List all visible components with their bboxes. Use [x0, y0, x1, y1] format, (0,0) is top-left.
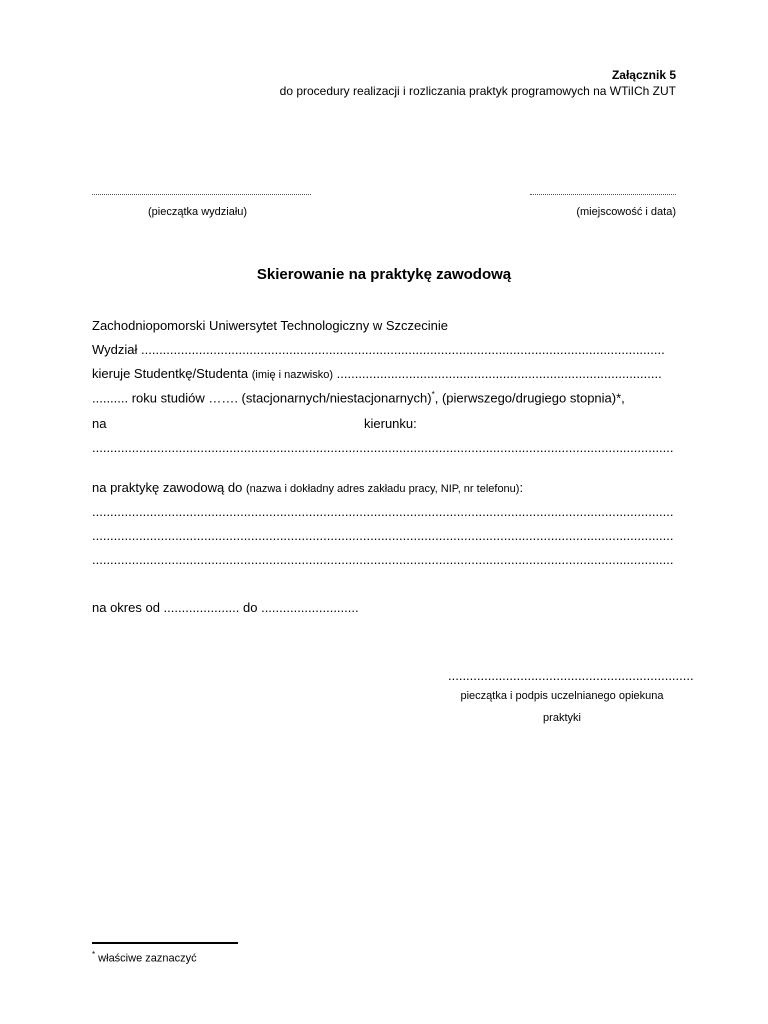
student-line	[92, 366, 676, 381]
student-line-hint: (imię i nazwisko)	[251, 369, 334, 381]
signature-label-2: praktyki	[543, 712, 581, 724]
footnote-separator	[92, 942, 238, 944]
study-year-text: .......... roku studiów ……. (stacjonarnych/niestacjonarnych)	[92, 390, 432, 406]
company-line-colon: :	[519, 480, 524, 495]
student-line-dots: ..........................................................................................	[333, 366, 662, 381]
study-level-text: , (pierwszego/drugiego stopnia)*,	[434, 390, 625, 406]
company-dots-line-3: .................................................................................................................................................................	[92, 552, 674, 567]
footnote-text: właściwe zaznaczyć	[95, 952, 197, 965]
company-line	[92, 480, 523, 495]
footnote-marker-bottom: *	[92, 950, 96, 959]
company-line-text: na praktykę zawodową do	[92, 480, 246, 495]
faculty-stamp-line	[92, 194, 311, 195]
company-dots-line-1: .................................................................................................................................................................	[92, 504, 674, 519]
signature-dots: ....................................................................	[448, 668, 694, 683]
attachment-label: Załącznik 5	[611, 68, 676, 82]
study-year-line	[92, 390, 625, 405]
student-line-text: kieruje Studentkę/Studenta	[92, 366, 252, 381]
procedure-subtitle: do procedury realizacji i rozliczania praktyk programowych na WTiICh ZUT	[279, 84, 676, 98]
place-date-label: (miejscowość i data)	[576, 206, 676, 218]
faculty-line: Wydział .................................................................................................................................................	[92, 342, 665, 357]
university-name: Zachodniopomorski Uniwersytet Technologiczny w Szczecinie	[92, 318, 448, 333]
signature-label: pieczątka i podpis uczelnianego opiekuna	[460, 690, 664, 702]
company-line-hint: (nazwa i dokładny adres zakładu pracy, NIP, nr telefonu)	[245, 483, 520, 495]
document-title: Skierowanie na praktykę zawodową	[256, 266, 512, 283]
field-dots-line: .................................................................................................................................................................	[92, 440, 674, 455]
field-label: kierunku:	[364, 416, 417, 431]
footnote	[92, 950, 197, 965]
na-label: na	[92, 416, 107, 431]
company-dots-line-2: .................................................................................................................................................................	[92, 528, 674, 543]
place-date-line	[530, 194, 676, 195]
period-line: na okres od ..................... do ...........................	[92, 600, 359, 615]
faculty-stamp-label: (pieczątka wydziału)	[148, 206, 248, 218]
footnote-marker: *	[431, 390, 435, 399]
